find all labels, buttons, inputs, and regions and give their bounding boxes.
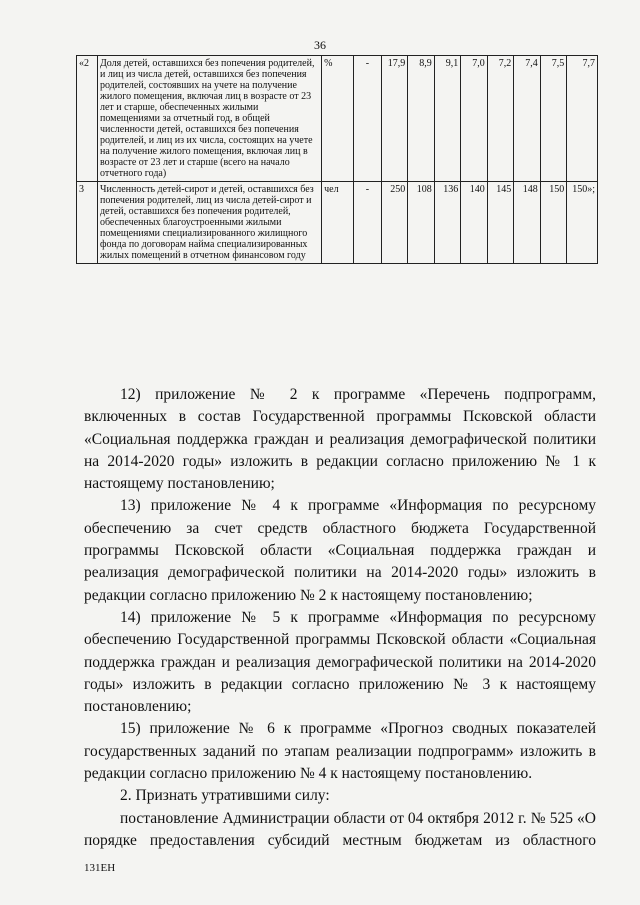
row-base-value: - xyxy=(354,182,382,264)
row-value: 150 xyxy=(540,182,567,264)
row-value: 148 xyxy=(514,182,541,264)
row-value: 250 xyxy=(381,182,408,264)
table-row xyxy=(77,182,598,264)
row-value: 17,9 xyxy=(381,56,408,182)
row-value: 7,0 xyxy=(461,56,488,182)
paragraph-15: 15) приложение № 6 к программе «Прогноз сводных показателей государственных заданий по этапам реализации подпрограмм» изложить в редакции согласно приложению № 4 к настоящему постановлению. xyxy=(84,720,596,783)
row-description: Доля детей, оставшихся без попечения родителей, и лиц из числа детей, оставшихся без попечения родителей, состоявших на учете на получение жилого помещения, включая лиц в возрасте от 23 лет и старше, обеспеченных жилыми помещениями за отчетный год, в общей численности детей, оставшихся без попечения родителей, и лиц из их числа, состоящих на учете на получение жилого помещения, включая лиц в возрасте от 23 лет и старше (всего на начало отчетного года) xyxy=(97,56,321,182)
paragraph-12: 12) приложение № 2 к программе «Перечень подпрограмм, включенных в состав Государственной программы Псковской области «Социальная поддержка граждан и реализация демографической политики на 2014-2020 годы» изложить в редакции согласно приложению № 1 к настоящему постановлению; xyxy=(84,386,596,493)
page-number: 36 xyxy=(314,38,326,52)
row-number: 3 xyxy=(77,182,98,264)
paragraph-13: 13) приложение № 4 к программе «Информация по ресурсному обеспечению за счет средств областного бюджета Государственной программы Псковской области «Социальная поддержка граждан и реализация демографической политики на 2014-2020 годы» изложить в редакции согласно приложению № 2 к настоящему постановлению; xyxy=(84,497,596,604)
body-text xyxy=(84,384,596,852)
row-base-value: - xyxy=(354,56,382,182)
row-value: 7,5 xyxy=(540,56,567,182)
paragraph-2: 2. Признать утратившими силу: xyxy=(120,787,330,805)
row-unit: % xyxy=(322,56,354,182)
row-value: 9,1 xyxy=(434,56,461,182)
row-value: 140 xyxy=(461,182,488,264)
row-number: «2 xyxy=(77,56,98,182)
row-value: 7,7 xyxy=(567,56,598,182)
paragraph-14: 14) приложение № 5 к программе «Информация по ресурсному обеспечению Государственной программы Псковской области «Социальная поддержка граждан и реализация демографической политики на 2014-2020 годы» изложить в редакции согласно приложению № 3 к настоящему постановлению; xyxy=(84,608,596,716)
row-value: 7,2 xyxy=(487,56,514,182)
row-unit: чел xyxy=(322,182,354,264)
paragraph-last: постановление Администрации области от 04 октября 2012 г. № 525 «О порядке предоставления субсидий местным бюджетам из областного xyxy=(84,809,596,849)
document-code: 131ЕН xyxy=(84,862,116,874)
row-value: 150»; xyxy=(567,182,598,264)
row-description: Численность детей-сирот и детей, оставшихся без попечения родителей, лиц из числа детей-сирот и детей, оставшихся без попечения родителей, обеспеченных благоустроенными жилыми помещениями специализированного жилищного фонда по договорам найма специализированных жилых помещений в отчетном финансовом году xyxy=(97,182,321,264)
row-value: 108 xyxy=(408,182,435,264)
indicator-table xyxy=(76,55,598,264)
row-value: 7,4 xyxy=(514,56,541,182)
row-value: 145 xyxy=(487,182,514,264)
row-value: 136 xyxy=(434,182,461,264)
row-value: 8,9 xyxy=(408,56,435,182)
table-row xyxy=(77,56,598,182)
